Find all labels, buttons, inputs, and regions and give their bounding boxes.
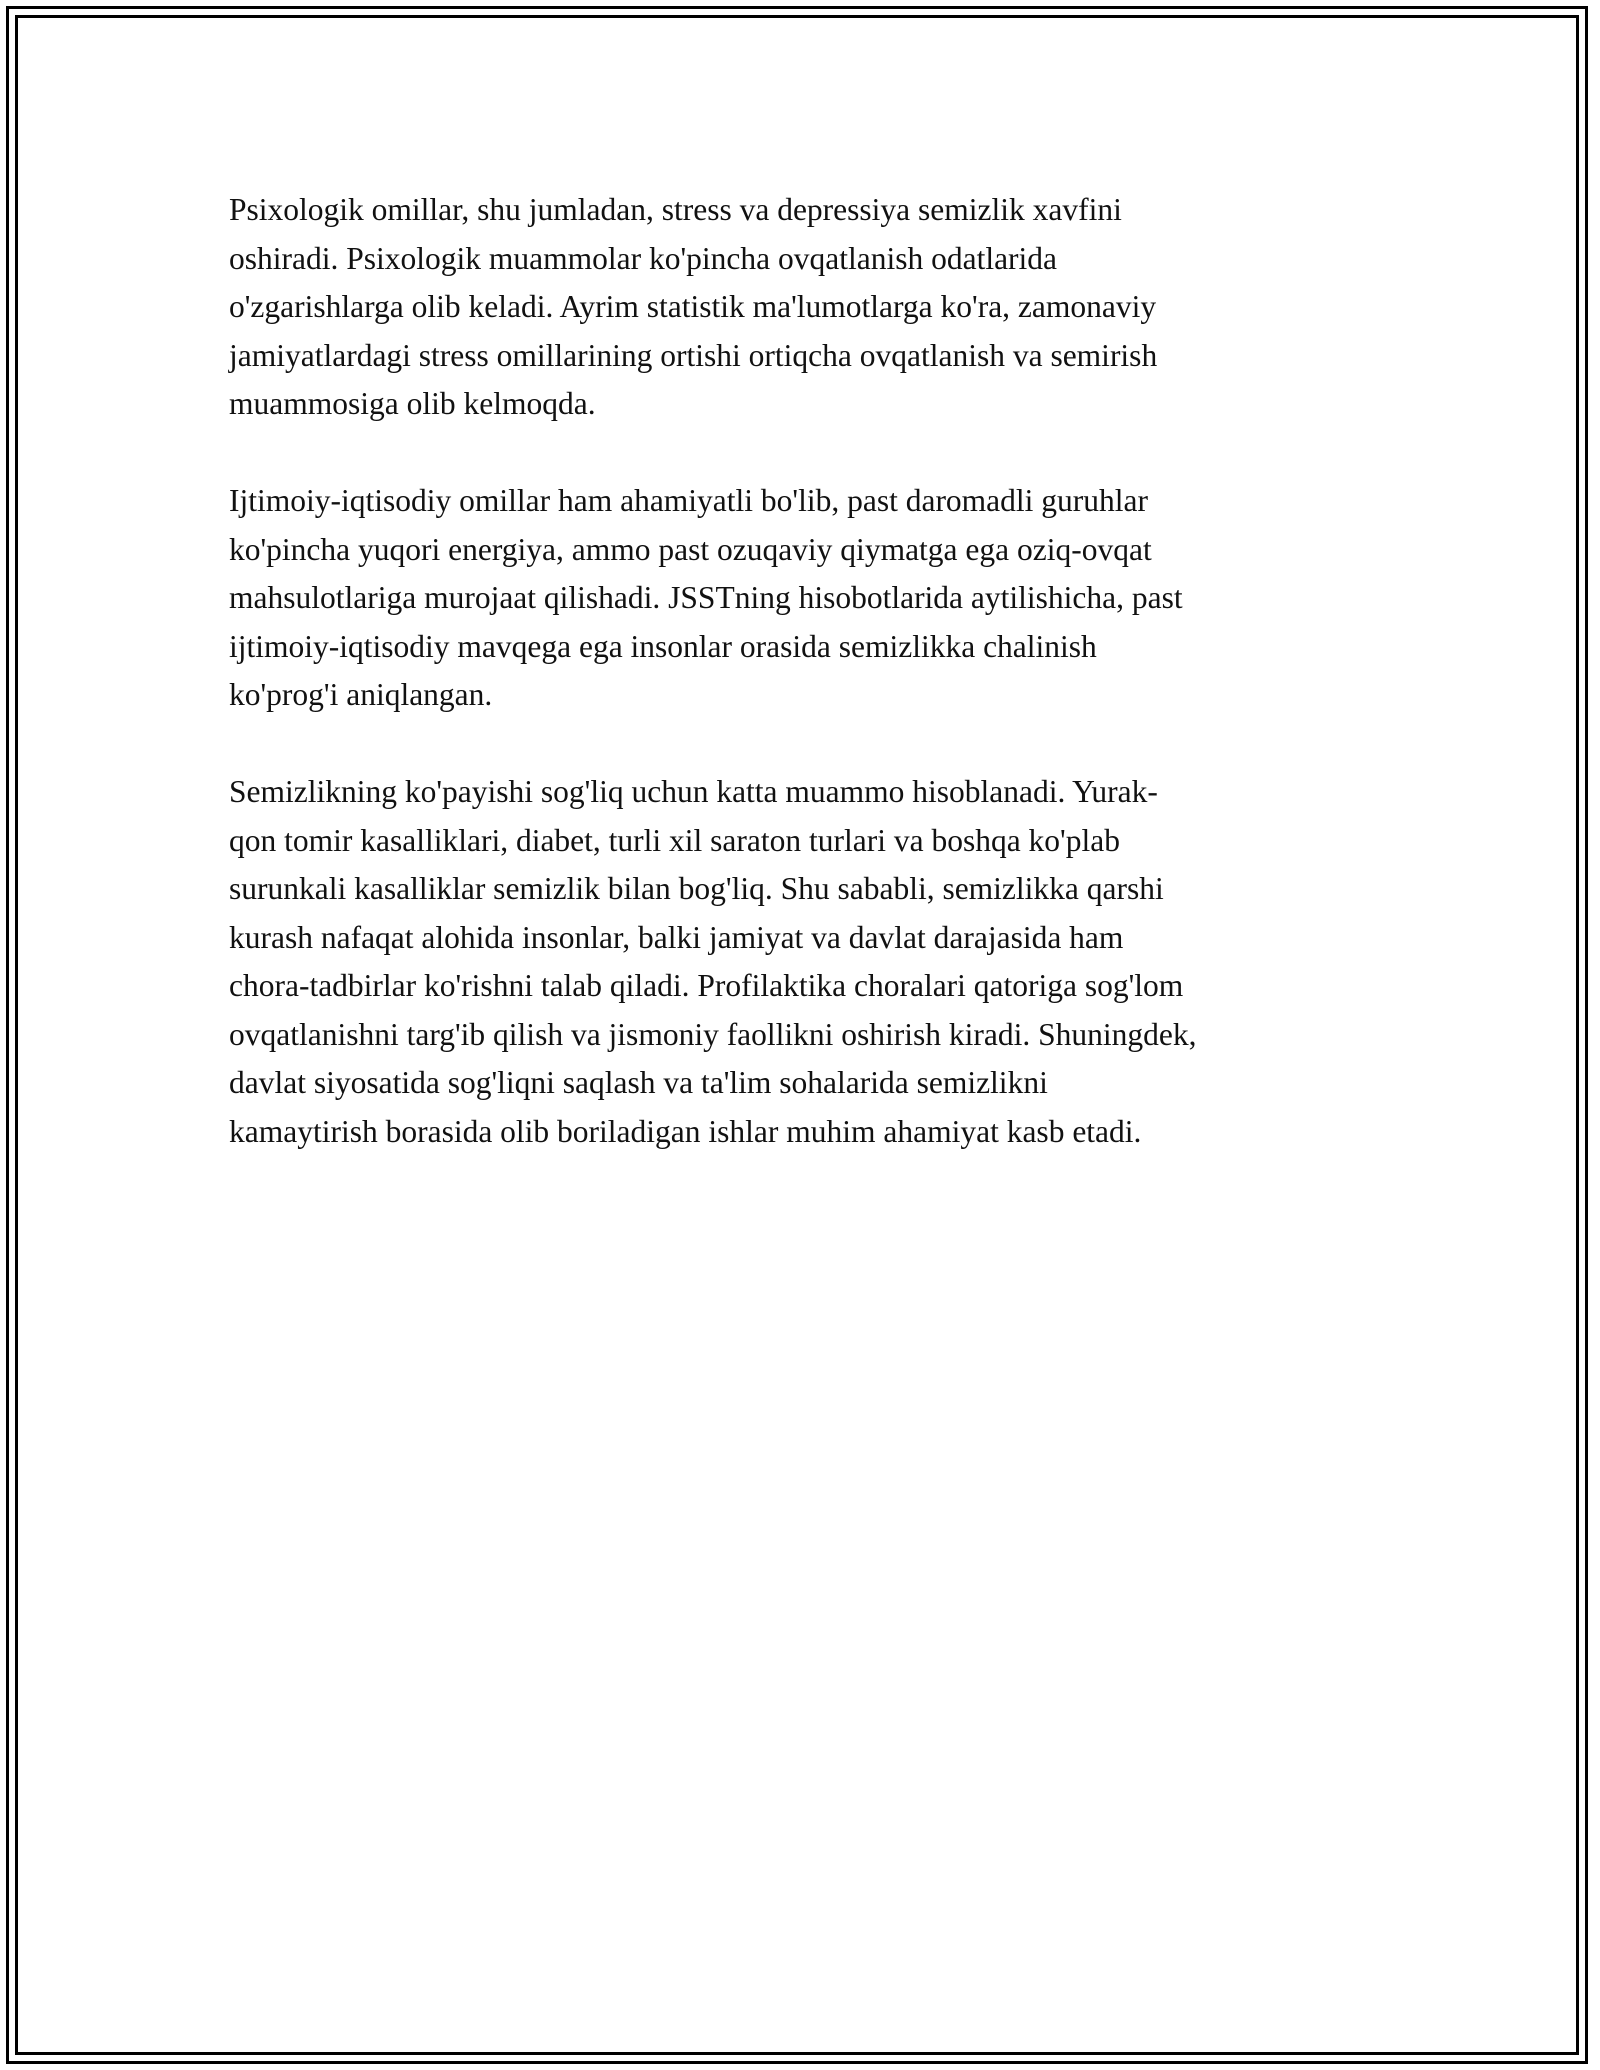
text-line: oshiradi. Psixologik muammolar ko'pincha ovqatlanish odatlarida bbox=[229, 240, 1058, 276]
paragraph-health-consequences bbox=[229, 768, 1369, 1156]
text-line: ovqatlanishni targ'ib qilish va jismoniy faollikni oshirish kiradi. Shuningdek, bbox=[229, 1016, 1197, 1052]
text-line: ijtimoiy-iqtisodiy mavqega ega insonlar orasida semizlikka chalinish bbox=[229, 628, 1097, 664]
text-line: Semizlikning ko'payishi sog'liq uchun katta muammo hisoblanadi. Yurak- bbox=[229, 774, 1158, 809]
text-line: Psixologik omillar, shu jumladan, stress va depressiya semizlik xavfini bbox=[229, 192, 1122, 227]
document-body bbox=[229, 186, 1369, 1205]
paragraph-socioeconomic-factors bbox=[229, 477, 1369, 720]
text-line: qon tomir kasalliklari, diabet, turli xil saraton turlari va boshqa ko'plab bbox=[229, 822, 1120, 858]
text-line: ko'prog'i aniqlangan. bbox=[229, 677, 493, 712]
text-line: chora-tadbirlar ko'rishni talab qiladi. Profilaktika choralari qatoriga sog'lom bbox=[229, 968, 1184, 1003]
text-line: jamiyatlardagi stress omillarining ortishi ortiqcha ovqatlanish va semirish bbox=[229, 337, 1158, 373]
text-line: muammosiga olib kelmoqda. bbox=[229, 386, 596, 421]
text-line: kurash nafaqat alohida insonlar, balki jamiyat va davlat darajasida ham bbox=[229, 919, 1124, 955]
text-line: surunkali kasalliklar semizlik bilan bog'liq. Shu sababli, semizlikka qarshi bbox=[229, 871, 1164, 906]
text-line: davlat siyosatida sog'liqni saqlash va ta'lim sohalarida semizlikni bbox=[229, 1065, 1048, 1100]
text-line: kamaytirish borasida olib boriladigan ishlar muhim ahamiyat kasb etadi. bbox=[229, 1113, 1142, 1149]
text-line: o'zgarishlarga olib keladi. Ayrim statistik ma'lumotlarga ko'ra, zamonaviy bbox=[229, 289, 1157, 324]
paragraph-psychological-factors bbox=[229, 186, 1369, 429]
text-line: mahsulotlariga murojaat qilishadi. JSSTning hisobotlarida aytilishicha, past bbox=[229, 580, 1183, 615]
text-line: Ijtimoiy-iqtisodiy omillar ham ahamiyatli bo'lib, past daromadli guruhlar bbox=[229, 483, 1149, 518]
text-line: ko'pincha yuqori energiya, ammo past ozuqaviy qiymatga ega oziq-ovqat bbox=[229, 531, 1152, 567]
